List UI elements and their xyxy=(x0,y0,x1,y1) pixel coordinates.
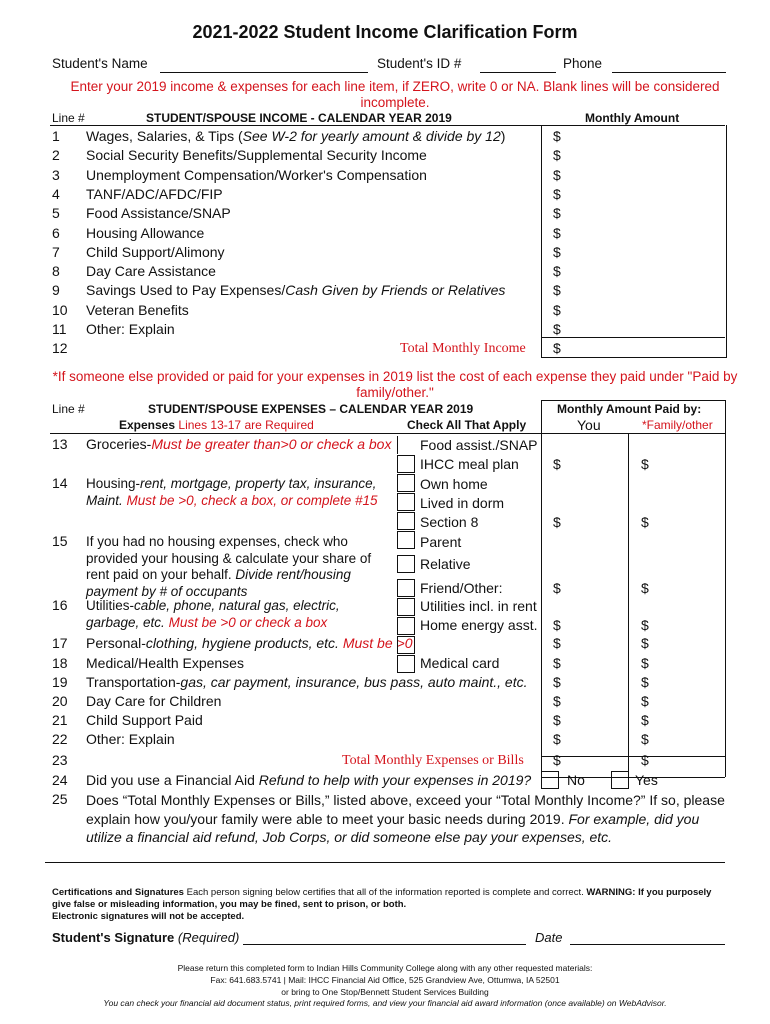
line-15-c: rent paid on your behalf. xyxy=(86,567,232,582)
income-row-text: Unemployment Compensation/Worker's Compensation xyxy=(86,166,427,183)
income-row xyxy=(0,204,770,223)
income-amount-input[interactable]: $ xyxy=(553,282,561,299)
line-15-c-it: Divide rent/housing xyxy=(235,567,351,582)
line-23-row xyxy=(0,751,770,770)
income-heading: STUDENT/SPOUSE INCOME - CALENDAR YEAR 2019 xyxy=(146,111,452,125)
income-row xyxy=(0,281,770,300)
income-row xyxy=(0,301,770,320)
line-13-you-amount[interactable]: $ xyxy=(553,456,561,472)
line-22-text: Other: Explain xyxy=(86,731,175,747)
line-16-text xyxy=(86,598,340,631)
line-number: 12 xyxy=(52,340,68,356)
income-amount-input[interactable]: $ xyxy=(553,301,561,318)
opt-own-home: Own home xyxy=(420,476,488,492)
line-14-you-amount[interactable]: $ xyxy=(553,514,561,530)
line-number: 18 xyxy=(52,655,68,671)
income-row-end: ) xyxy=(500,128,506,144)
date-field[interactable] xyxy=(570,930,725,945)
no-label: No xyxy=(567,772,585,788)
line-24-label: Did you use a Financial Aid xyxy=(86,772,255,788)
line-number: 19 xyxy=(52,674,68,690)
opt-food-asst: Food assist./SNAP xyxy=(420,437,538,453)
phone-label: Phone xyxy=(563,56,603,71)
checkbox-yes[interactable] xyxy=(611,771,629,789)
line-17-family-amount[interactable]: $ xyxy=(641,635,649,651)
total-expenses-label: Total Monthly Expenses or Bills xyxy=(342,753,524,768)
line-16-number: 16 xyxy=(52,597,68,613)
opt-parent: Parent xyxy=(420,534,462,550)
phone-field[interactable] xyxy=(612,58,726,73)
line-25-b: please explain how you/your family were able to meet your basic needs during 2019. xyxy=(86,792,725,827)
line-number: 21 xyxy=(52,712,68,728)
yes-label: Yes xyxy=(635,772,658,788)
line-17-desc: clothing, hygiene products, etc. xyxy=(145,635,339,651)
opt-dorm: Lived in dorm xyxy=(420,495,505,511)
income-row xyxy=(0,262,770,281)
expense-subheading-label: Expenses xyxy=(119,418,176,432)
line-19-row xyxy=(0,673,770,692)
line-21-family-amount[interactable]: $ xyxy=(641,712,649,728)
income-row-label xyxy=(86,127,505,146)
income-row xyxy=(0,166,770,185)
income-row-text: Social Security Benefits/Supplemental Security Income xyxy=(86,147,427,164)
line-22-row xyxy=(0,730,770,749)
line-25-b-it: For example, did xyxy=(568,810,673,827)
income-row-label xyxy=(86,301,189,320)
line-15-a: If you had no housing expenses, check who xyxy=(86,534,348,549)
total-income-input[interactable]: $ xyxy=(553,340,561,356)
income-amount-heading: Monthly Amount xyxy=(585,111,680,125)
line-number: 24 xyxy=(52,772,68,788)
cert-body: Each person signing below certifies that all of the information reported is complete and correct. xyxy=(183,887,587,898)
income-amount-input[interactable]: $ xyxy=(553,263,561,280)
cert-warning: WARNING: If you purposely give false or misleading information, you may be fined, sent to prison, or both. xyxy=(52,887,712,910)
expense-note: *If someone else provided or paid for your expenses in 2019 list the cost of each expense they paid under "Paid by family/other." xyxy=(52,369,738,400)
income-row-label xyxy=(86,281,505,300)
signature-label: Student's Signature xyxy=(52,930,175,945)
opt-friend: Friend/Other: xyxy=(420,580,503,596)
line-17-row xyxy=(0,634,770,653)
line-16-family-amount[interactable]: $ xyxy=(641,617,649,633)
line-number: 20 xyxy=(52,693,68,709)
income-row-text: Savings Used to Pay Expenses/ xyxy=(86,282,286,299)
line-14-label: Housing- xyxy=(86,476,141,491)
line-18-you-amount[interactable]: $ xyxy=(553,655,561,671)
checkbox-medical-card[interactable] xyxy=(397,655,415,673)
expense-heading: STUDENT/SPOUSE EXPENSES – CALENDAR YEAR 2019 xyxy=(148,402,474,416)
income-row-text: Housing Allowance xyxy=(86,224,205,241)
total-income-label: Total Monthly Income xyxy=(400,341,526,356)
line-19-text xyxy=(86,673,528,692)
line-13-text xyxy=(86,436,391,452)
income-row-label xyxy=(86,243,225,262)
checkbox-no[interactable] xyxy=(541,771,559,789)
expense-line-label: Line # xyxy=(52,402,85,416)
line-20-text: Day Care for Children xyxy=(86,693,222,709)
line-number: 4 xyxy=(52,185,60,202)
income-row-label xyxy=(86,204,231,223)
income-amount-input[interactable]: $ xyxy=(553,243,561,260)
line-14-number: 14 xyxy=(52,475,68,491)
line-13-family-amount[interactable]: $ xyxy=(641,456,649,472)
line-19-family-amount[interactable]: $ xyxy=(641,674,649,690)
line-number: 5 xyxy=(52,205,60,222)
line-24-desc: Refund to help with your expenses in 2019? xyxy=(258,772,532,788)
income-row-label xyxy=(86,146,427,165)
line-20-you-amount[interactable]: $ xyxy=(553,693,561,709)
income-row-label xyxy=(86,185,223,204)
student-name-label: Student's Name xyxy=(52,56,148,71)
line-19-label: Transportation- xyxy=(86,674,181,690)
income-row-text: Food Assistance/SNAP xyxy=(86,205,231,222)
footer-line-3: or bring to One Stop/Bennett Student Services Building xyxy=(281,987,489,997)
checkbox-personal[interactable] xyxy=(397,636,415,654)
line-16-label: Utilities- xyxy=(86,598,135,613)
line-number: 2 xyxy=(52,147,60,164)
expense-col-top xyxy=(541,400,725,401)
line-25-text xyxy=(86,791,726,847)
total-you-amount[interactable]: $ xyxy=(553,752,561,768)
expense-amount-heading: Monthly Amount Paid by: xyxy=(557,402,702,416)
income-amount-input[interactable]: $ xyxy=(553,147,561,164)
line-number: 11 xyxy=(52,321,67,337)
expense-subheading xyxy=(119,418,314,432)
line-number: 3 xyxy=(52,166,60,183)
income-row xyxy=(0,224,770,243)
line-number: 10 xyxy=(52,301,68,318)
line-14-desc: rent, mortgage, property tax, insurance, xyxy=(140,476,377,491)
opt-ihcc-meal: IHCC meal plan xyxy=(420,456,519,472)
student-id-field[interactable] xyxy=(480,58,556,73)
income-row-text: Day Care Assistance xyxy=(86,263,216,280)
line-number: 23 xyxy=(52,752,68,768)
line-number: 22 xyxy=(52,731,68,747)
opt-section-8: Section 8 xyxy=(420,514,479,530)
line-13-number: 13 xyxy=(52,436,68,452)
student-id-label: Student's ID # xyxy=(377,56,462,71)
line-13-label: Groceries- xyxy=(86,436,152,452)
income-row-text: Other: Explain xyxy=(86,321,175,337)
line-14-desc2: Maint. xyxy=(86,492,123,508)
line-18-row xyxy=(0,654,770,673)
line-number: 1 xyxy=(52,128,60,144)
income-row-text: TANF/ADC/AFDC/FIP xyxy=(86,185,223,202)
checkbox-utilities-in-rent[interactable] xyxy=(397,598,415,616)
line-20-family-amount[interactable]: $ xyxy=(641,693,649,709)
form-title: 2021-2022 Student Income Clarification Form xyxy=(192,22,578,42)
line-14-family-amount[interactable]: $ xyxy=(641,514,649,530)
line-20-row xyxy=(0,692,770,711)
checkbox-dorm[interactable] xyxy=(397,493,415,511)
income-row-italic: Cash Given by Friends or Relatives xyxy=(285,282,506,299)
checkbox-parent[interactable] xyxy=(397,531,415,549)
line-15-family-amount[interactable]: $ xyxy=(641,580,649,596)
total-family-amount[interactable]: $ xyxy=(641,752,649,768)
line-24-row xyxy=(0,771,770,790)
line-16-desc: cable, phone, natural gas, electric, xyxy=(134,598,340,613)
cert-heading: Certifications and Signatures xyxy=(52,887,184,898)
you-column-label: You xyxy=(577,417,601,433)
income-row-text: Child Support/Alimony xyxy=(86,243,225,260)
checkbox-relative[interactable] xyxy=(397,555,415,573)
income-row xyxy=(0,146,770,165)
line-22-you-amount[interactable]: $ xyxy=(553,731,561,747)
income-amount-input[interactable]: $ xyxy=(553,321,561,337)
footer-line-1: Please return this completed form to Indian Hills Community College along with any other requested materials: xyxy=(177,963,593,973)
income-row-label xyxy=(86,262,216,281)
line-17-note: Must be >0 xyxy=(342,635,413,651)
income-row xyxy=(0,127,770,146)
line-16-desc2: garbage, etc. xyxy=(86,614,165,630)
line-17-text xyxy=(86,634,412,653)
line-number: 17 xyxy=(52,635,68,651)
explanation-line[interactable] xyxy=(45,862,725,863)
certification-text xyxy=(52,887,722,923)
line-25-a: Does “Total Monthly Expenses or Bills,” listed above, exceed your “Total Monthly Income?” If so, xyxy=(86,792,680,808)
income-row xyxy=(0,185,770,204)
line-15-b: provided your housing & calculate your share of xyxy=(86,550,372,566)
footer-line-4: You can check your financial aid document status, print required forms, and view your financial aid award information (once available) on WebAdvisor. xyxy=(103,998,667,1008)
income-row-label xyxy=(86,166,427,185)
checkbox-ihcc-meal[interactable] xyxy=(397,455,415,473)
date-label: Date xyxy=(535,930,563,945)
line-25-c: you utilize a financial aid refund, Job Corps, or did someone else pay your expenses, etc. xyxy=(86,810,700,845)
income-row-text: Veteran Benefits xyxy=(86,301,189,318)
line-21-row xyxy=(0,711,770,730)
checkbox-friend[interactable] xyxy=(397,579,415,597)
signature-label-wrap xyxy=(52,930,239,945)
checkbox-food-asst[interactable] xyxy=(397,436,414,454)
expense-required-note: Lines 13-17 are Required xyxy=(178,418,314,432)
line-19-desc: gas, car payment, insurance, bus pass, auto maint., etc. xyxy=(180,674,528,690)
checkbox-section-8[interactable] xyxy=(397,512,415,530)
line-17-you-amount[interactable]: $ xyxy=(553,635,561,651)
line-15-number: 15 xyxy=(52,533,68,549)
footer-line-2: Fax: 641.683.5741 | Mail: IHCC Financial Aid Office, 525 Grandview Ave, Ottumwa, IA 52501 xyxy=(210,975,560,985)
line-18-text: Medical/Health Expenses xyxy=(86,655,244,671)
line-16-note: Must be >0 or check a box xyxy=(168,614,328,630)
income-row-text: Wages, Salaries, & Tips ( xyxy=(86,128,243,144)
income-line-label: Line # xyxy=(52,111,85,125)
instruction-text: Enter your 2019 income & expenses for each line item, if ZERO, write 0 or NA. Blank lines will be considered incomplete. xyxy=(70,79,720,110)
line-number: 6 xyxy=(52,224,60,241)
line-17-label: Personal- xyxy=(86,635,146,651)
income-row-label xyxy=(86,224,204,243)
line-19-you-amount[interactable]: $ xyxy=(553,674,561,690)
line-18-family-amount[interactable]: $ xyxy=(641,655,649,671)
income-amount-input[interactable]: $ xyxy=(553,224,561,241)
family-column-label: *Family/other xyxy=(642,418,713,432)
opt-relative: Relative xyxy=(420,556,471,572)
line-15-you-amount[interactable]: $ xyxy=(553,580,561,596)
line-13-note: Must be greater than>0 or check a box xyxy=(151,436,392,452)
check-heading: Check All That Apply xyxy=(407,418,527,432)
signature-required: (Required) xyxy=(177,930,240,945)
line-number: 9 xyxy=(52,282,60,299)
income-amount-input[interactable]: $ xyxy=(553,166,561,183)
line-15-d: payment by # of occupants xyxy=(86,583,248,599)
line-15-text xyxy=(86,534,371,600)
checkbox-own-home[interactable] xyxy=(397,474,415,492)
line-24-text xyxy=(86,771,531,790)
income-row-italic: See W-2 for yearly amount & divide by 12 xyxy=(242,128,501,144)
income-row xyxy=(0,320,770,339)
income-row xyxy=(0,243,770,262)
line-22-family-amount[interactable]: $ xyxy=(641,731,649,747)
line-21-you-amount[interactable]: $ xyxy=(553,712,561,728)
student-name-field[interactable] xyxy=(160,58,368,73)
line-14-text xyxy=(86,476,378,509)
income-total-row xyxy=(0,339,770,358)
line-14-note: Must be >0, check a box, or complete #15 xyxy=(126,492,378,508)
opt-energy-asst: Home energy asst. xyxy=(420,617,538,633)
expense-divider xyxy=(50,433,725,434)
income-amount-input[interactable]: $ xyxy=(553,185,561,202)
opt-utilities-in-rent: Utilities incl. in rent xyxy=(420,598,537,614)
income-row-label xyxy=(86,320,175,339)
signature-field[interactable] xyxy=(243,930,526,945)
line-number: 7 xyxy=(52,243,60,260)
line-21-text: Child Support Paid xyxy=(86,712,203,728)
line-number: 8 xyxy=(52,263,60,280)
cert-esig: Electronic signatures will not be accepted. xyxy=(52,911,245,922)
income-amount-input[interactable]: $ xyxy=(553,205,561,222)
opt-medical-card: Medical card xyxy=(420,655,500,671)
line-16-you-amount[interactable]: $ xyxy=(553,617,561,633)
checkbox-energy-asst[interactable] xyxy=(397,617,415,635)
line-25-number: 25 xyxy=(52,791,68,807)
income-amount-input[interactable]: $ xyxy=(553,128,561,144)
